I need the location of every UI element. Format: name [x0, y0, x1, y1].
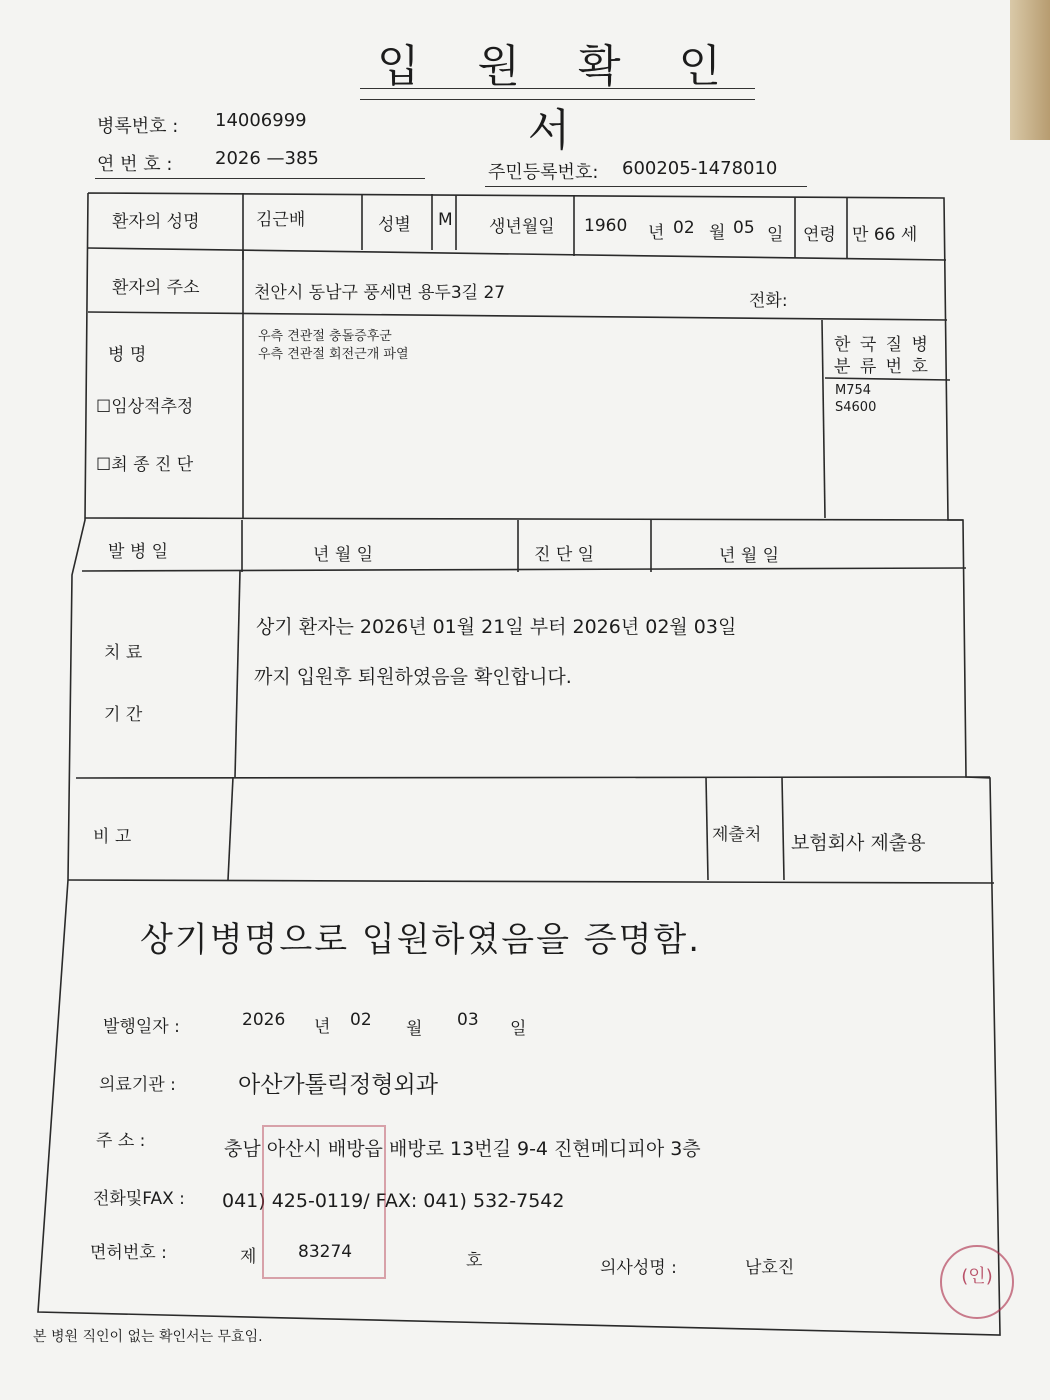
- diagnosis-line-1: 우측 견관절 충돌증후군: [258, 329, 392, 344]
- doctor-seal-stamp: (인): [940, 1245, 1014, 1319]
- submit-to-label: 제출처: [712, 825, 762, 845]
- dob-day: 05: [733, 218, 755, 238]
- institution-address: 충남 아산시 배방읍 배방로 13번길 9-4 진현메디피아 3층: [224, 1138, 701, 1160]
- license-suffix: 호: [466, 1251, 483, 1271]
- age-label: 연령: [803, 225, 836, 245]
- patient-address: 천안시 동남구 풍세면 용두3길 27: [254, 283, 506, 303]
- doctor-name-label: 의사성명 :: [600, 1258, 677, 1278]
- kcd-code-2: S4600: [835, 400, 877, 415]
- issue-month-unit: 월: [406, 1019, 423, 1039]
- tel-fax-value: 041) 425-0119/ FAX: 041) 532-7542: [222, 1190, 565, 1212]
- dob-month: 02: [673, 218, 695, 238]
- age-value: 만 66 세: [852, 225, 918, 245]
- record-number-label: 병록번호 :: [97, 116, 179, 137]
- tel-fax-label: 전화및FAX :: [93, 1189, 185, 1209]
- license-label: 면허번호 :: [90, 1243, 167, 1263]
- dob-month-unit: 월: [709, 223, 726, 243]
- clinical-estimate-checkbox[interactable]: ☐임상적추정: [96, 397, 194, 417]
- issue-day: 03: [457, 1010, 479, 1030]
- diagnosis-label: 병 명: [108, 345, 147, 365]
- treatment-period-line-1: 상기 환자는 2026년 01월 21일 부터 2026년 02월 03일: [256, 616, 737, 638]
- kcd-code-1: M754: [835, 383, 872, 398]
- phone-label: 전화:: [749, 291, 788, 311]
- dob-label: 생년월일: [489, 217, 555, 237]
- treatment-label-1: 치 료: [104, 643, 143, 663]
- record-number: 14006999: [215, 110, 307, 131]
- issue-year-unit: 년: [314, 1017, 331, 1037]
- license-number: 83274: [298, 1242, 353, 1262]
- issue-day-unit: 일: [510, 1019, 527, 1039]
- sex-value: M: [438, 210, 453, 230]
- license-prefix: 제: [240, 1247, 257, 1267]
- onset-date-label: 발 병 일: [108, 542, 169, 562]
- diagnosis-date-label: 진 단 일: [534, 545, 595, 565]
- diagnosis-line-2: 우측 견관절 회전근개 파열: [258, 347, 409, 362]
- serial-number: 2026 —385: [215, 148, 319, 169]
- onset-date-value: 년 월 일: [313, 545, 374, 565]
- dob-year: 1960: [584, 216, 628, 236]
- institution-address-label: 주 소 :: [96, 1131, 146, 1151]
- doctor-name: 남호진: [745, 1258, 795, 1278]
- serial-number-label: 연 번 호 :: [97, 154, 173, 175]
- document-title: 입 원 확 인 서: [377, 41, 743, 156]
- kcd-label-2: 분 류 번 호: [834, 357, 930, 377]
- treatment-label-2: 기 간: [104, 705, 143, 725]
- rrn-value: 600205-1478010: [622, 158, 778, 179]
- institution-name: 아산가톨릭정형외과: [238, 1072, 438, 1098]
- submit-to-value: 보험회사 제출용: [791, 832, 926, 854]
- kcd-label-1: 한 국 질 병: [834, 335, 930, 355]
- patient-name: 김근배: [256, 210, 306, 230]
- certification-statement: 상기병명으로 입원하였음을 증명함.: [140, 920, 702, 960]
- address-label: 환자의 주소: [112, 278, 200, 298]
- sex-label: 성별: [378, 215, 411, 235]
- diagnosis-date-value: 년 월 일: [719, 546, 780, 566]
- rrn-label: 주민등록번호:: [488, 162, 599, 183]
- issue-date-label: 발행일자 :: [103, 1017, 180, 1037]
- final-diagnosis-checkbox[interactable]: ☐최 종 진 단: [96, 455, 194, 475]
- institution-label: 의료기관 :: [99, 1075, 176, 1095]
- dob-year-unit: 년: [648, 223, 665, 243]
- remarks-label: 비 고: [93, 827, 132, 847]
- dob-day-unit: 일: [767, 225, 784, 245]
- patient-name-label: 환자의 성명: [112, 212, 200, 232]
- footer-note: 본 병원 직인이 없는 확인서는 무효임.: [33, 1329, 263, 1345]
- issue-year: 2026: [242, 1010, 286, 1030]
- issue-month: 02: [350, 1010, 372, 1030]
- hospital-seal-stamp: [262, 1125, 386, 1279]
- treatment-period-line-2: 까지 입원후 퇴원하였음을 확인합니다.: [254, 666, 572, 688]
